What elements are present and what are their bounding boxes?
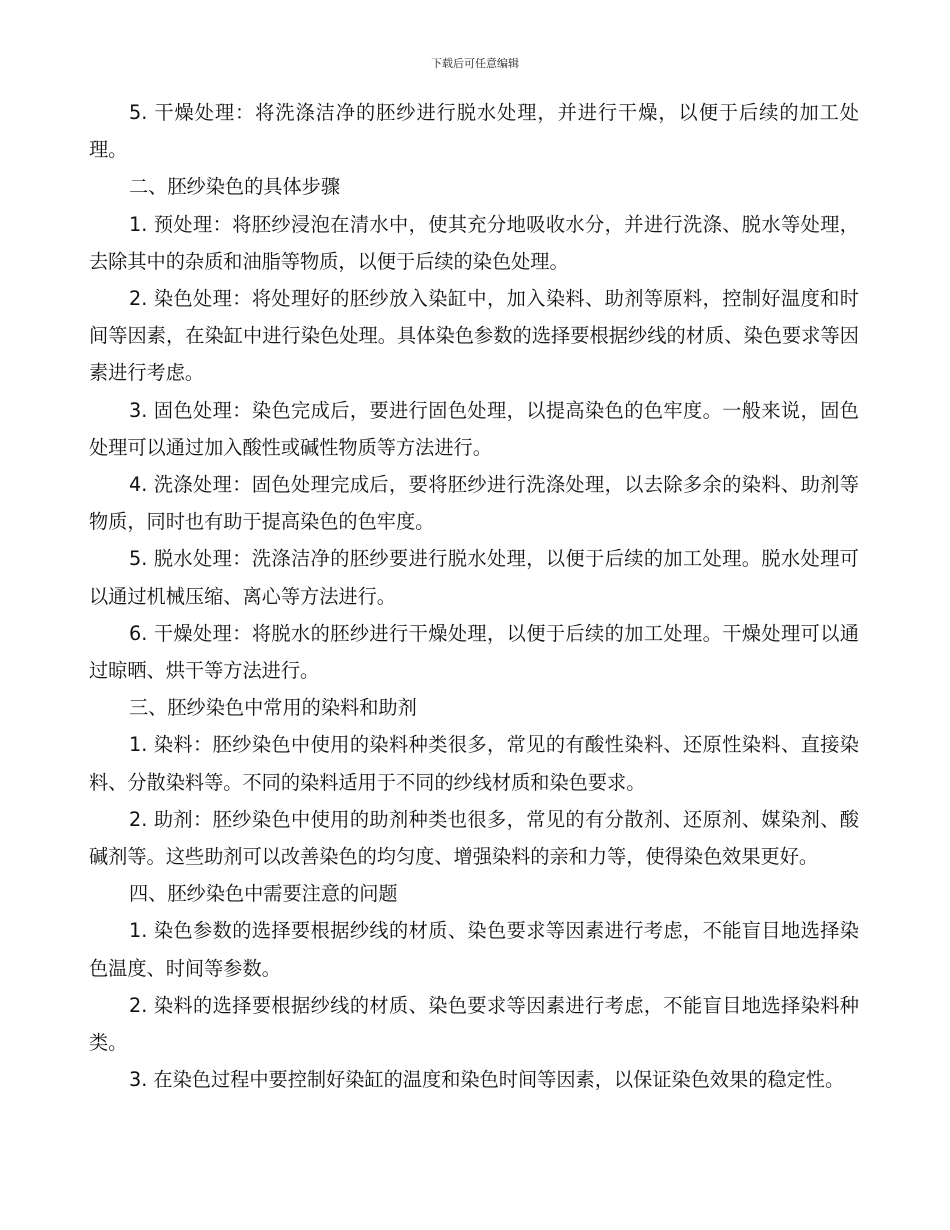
paragraph-note-process: 3. 在染色过程中要控制好染缸的温度和染色时间等因素，以保证染色效果的稳定性。 [129,1068,845,1092]
paragraph-dyeing: 2. 染色处理：将处理好的胚纱放入染缸中，加入染料、助剂等原料，控制好温度和时间等因素，在染缸中进行染色处理。具体染色参数的选择要根据纱线的材质、染色要求等因素进行考虑。 [89,287,859,385]
paragraph-note-dyes: 2. 染料的选择要根据纱线的材质、染色要求等因素进行考虑，不能盲目地选择染料种类。 [89,993,859,1055]
section-heading-steps: 二、胚纱染色的具体步骤 [129,175,341,199]
paragraph-fixing: 3. 固色处理：染色完成后，要进行固色处理，以提高染色的色牢度。一般来说，固色处理可以通过加入酸性或碱性物质等方法进行。 [89,398,859,459]
paragraph-dewatering: 5. 脱水处理：洗涤洁净的胚纱要进行脱水处理，以便于后续的加工处理。脱水处理可以通过机械压缩、离心等方法进行。 [89,547,859,608]
paragraph-drying-step: 6. 干燥处理：将脱水的胚纱进行干燥处理，以便于后续的加工处理。干燥处理可以通过晾晒、烘干等方法进行。 [89,621,859,683]
document-body [89,94,859,1098]
section-heading-dyes: 三、胚纱染色中常用的染料和助剂 [129,696,417,720]
paragraph-note-parameters: 1. 染色参数的选择要根据纱线的材质、染色要求等因素进行考虑，不能盲目地选择染色温度、时间等参数。 [89,919,859,980]
paragraph-pretreatment: 1. 预处理：将胚纱浸泡在清水中，使其充分地吸收水分，并进行洗涤、脱水等处理，去除其中的杂质和油脂等物质，以便于后续的染色处理。 [89,212,859,273]
paragraph-dyes: 1. 染料：胚纱染色中使用的染料种类很多，常见的有酸性染料、还原性染料、直接染料、分散染料等。不同的染料适用于不同的纱线材质和染色要求。 [89,733,859,794]
paragraph-auxiliaries: 2. 助剂：胚纱染色中使用的助剂种类也很多，常见的有分散剂、还原剂、媒染剂、酸碱剂等。这些助剂可以改善染色的均匀度、增强染料的亲和力等，使得染色效果更好。 [89,807,859,869]
section-heading-notes: 四、胚纱染色中需要注意的问题 [129,882,398,906]
paragraph-drying: 5. 干燥处理：将洗涤洁净的胚纱进行脱水处理，并进行干燥，以便于后续的加工处理。 [89,101,859,162]
page-header: 下载后可任意编辑 [431,57,519,70]
paragraph-washing: 4. 洗涤处理：固色处理完成后，要将胚纱进行洗涤处理，以去除多余的染料、助剂等物质，同时也有助于提高染色的色牢度。 [89,473,859,534]
